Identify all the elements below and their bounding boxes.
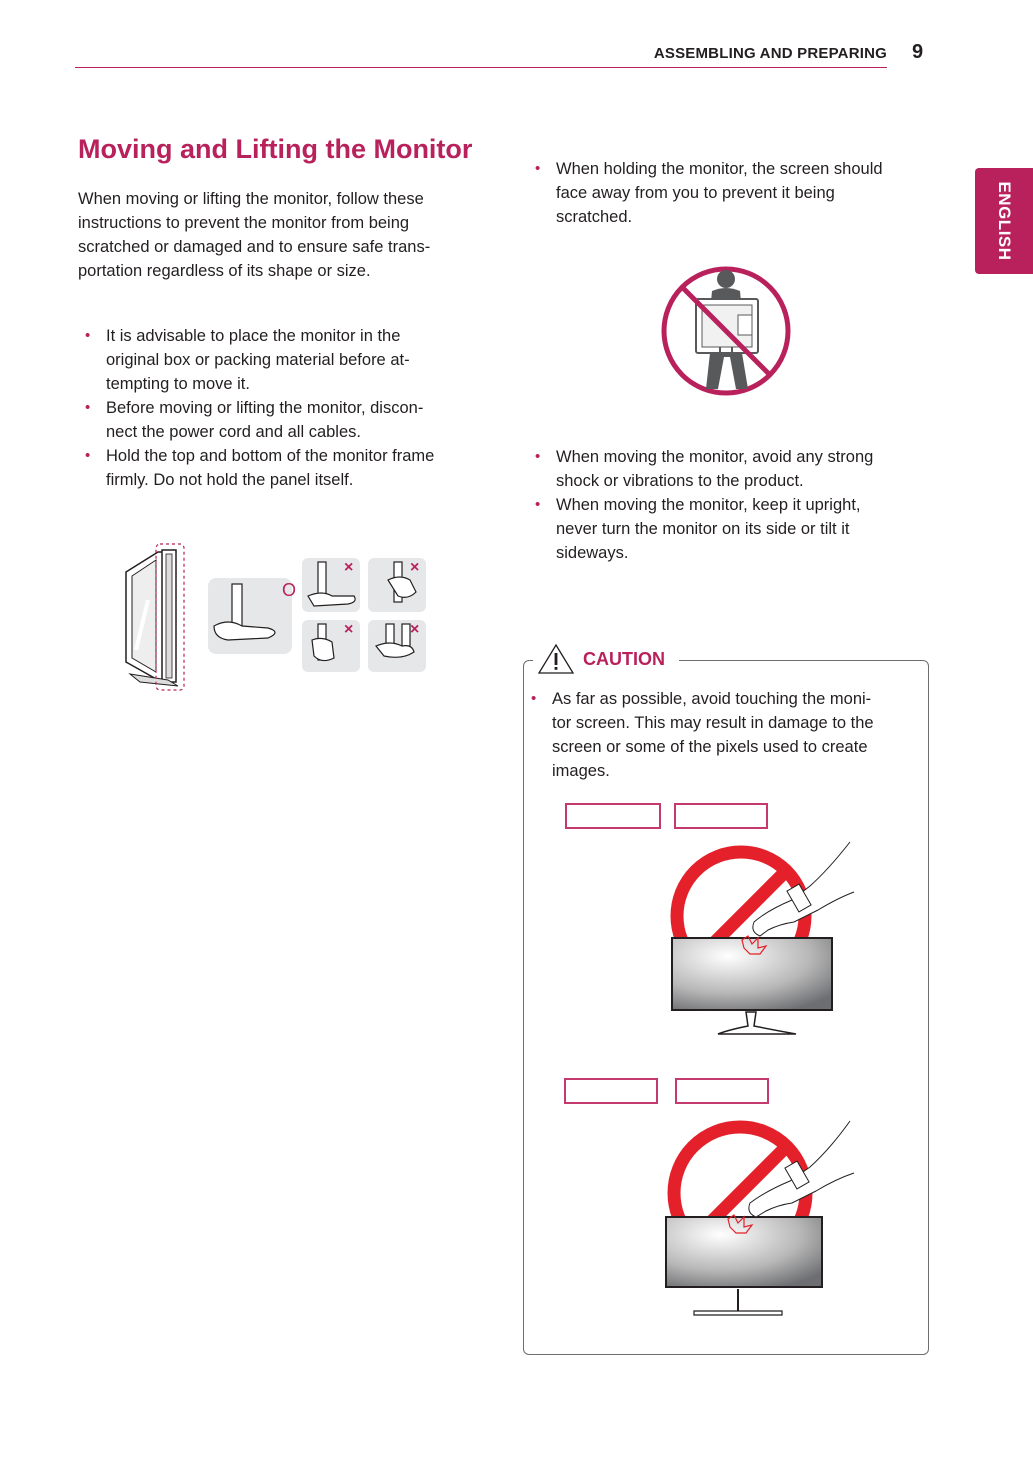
label-box [564, 1078, 658, 1104]
prohibit-touch-icon [664, 1115, 860, 1325]
correct-grip-mark: O [282, 580, 297, 600]
list-item-line: When moving the monitor, keep it upright, [556, 496, 861, 514]
list-item-line: nect the power cord and all cables. [106, 423, 361, 441]
list-item-line: never turn the monitor on its side or tilt it [556, 520, 850, 538]
label-box [675, 1078, 769, 1104]
language-tab-label: ENGLISH [995, 181, 1014, 261]
bullet-dot: • [85, 447, 91, 464]
bullet-dot: • [535, 448, 541, 465]
list-item-line: As far as possible, avoid touching the moni- [552, 690, 872, 708]
bullet-dot: • [85, 327, 91, 344]
wrong-grip-mark: × [344, 621, 354, 638]
intro-line: instructions to prevent the monitor from being [78, 214, 410, 232]
list-item [528, 445, 928, 493]
bullet-dot: • [535, 496, 541, 513]
bullet-dot: • [85, 399, 91, 416]
list-item-line: screen or some of the pixels used to create [552, 738, 868, 756]
intro-line: When moving or lifting the monitor, follow these [78, 190, 424, 208]
label-box [565, 803, 661, 829]
list-item [528, 157, 928, 229]
list-item-line: shock or vibrations to the product. [556, 472, 804, 490]
list-item [78, 444, 478, 492]
section-title: Moving and Lifting the Monitor [78, 134, 473, 164]
monitor-grip-illustration [118, 540, 434, 695]
list-item-line: When moving the monitor, avoid any strong [556, 448, 874, 466]
list-item-line: sideways. [556, 544, 629, 562]
wrong-grip-mark: × [410, 559, 420, 576]
running-header: ASSEMBLING AND PREPARING [653, 45, 887, 62]
list-item-line: Hold the top and bottom of the monitor frame [106, 447, 435, 465]
label-box [674, 803, 768, 829]
list-item-line: original box or packing material before at- [106, 351, 410, 369]
transport-instructions-list [528, 445, 928, 565]
caution-label: CAUTION [583, 648, 665, 669]
prohibit-touch-icon [668, 840, 858, 1040]
list-item-line: tempting to move it. [106, 375, 250, 393]
holding-instructions-list [528, 157, 928, 229]
wrong-grip-mark: × [344, 559, 354, 576]
moving-instructions-list [78, 324, 478, 492]
language-tab [975, 168, 1033, 274]
list-item-line: scratched. [556, 208, 633, 226]
list-item-line: tor screen. This may result in damage to the [552, 714, 874, 732]
bullet-dot: • [531, 690, 537, 707]
list-item [78, 324, 478, 396]
list-item-line: face away from you to prevent it being [556, 184, 835, 202]
caution-header [533, 642, 679, 676]
caution-list [524, 687, 924, 783]
page-number: 9 [912, 41, 924, 63]
list-item [524, 687, 924, 783]
list-item-line: images. [552, 762, 610, 780]
bullet-dot: • [535, 160, 541, 177]
wrong-grip-mark: × [410, 621, 420, 638]
intro-line: portation regardless of its shape or size. [78, 262, 371, 280]
prohibit-carry-icon [660, 265, 792, 397]
warning-triangle-icon [537, 643, 575, 675]
intro-paragraph [78, 187, 473, 283]
list-item-line: It is advisable to place the monitor in the [106, 327, 401, 345]
list-item-line: Before moving or lifting the monitor, discon- [106, 399, 424, 417]
intro-line: scratched or damaged and to ensure safe trans- [78, 238, 431, 256]
list-item [78, 396, 478, 444]
list-item [528, 493, 928, 565]
list-item-line: When holding the monitor, the screen should [556, 160, 883, 178]
list-item-line: firmly. Do not hold the panel itself. [106, 471, 354, 489]
header-divider [75, 67, 887, 68]
